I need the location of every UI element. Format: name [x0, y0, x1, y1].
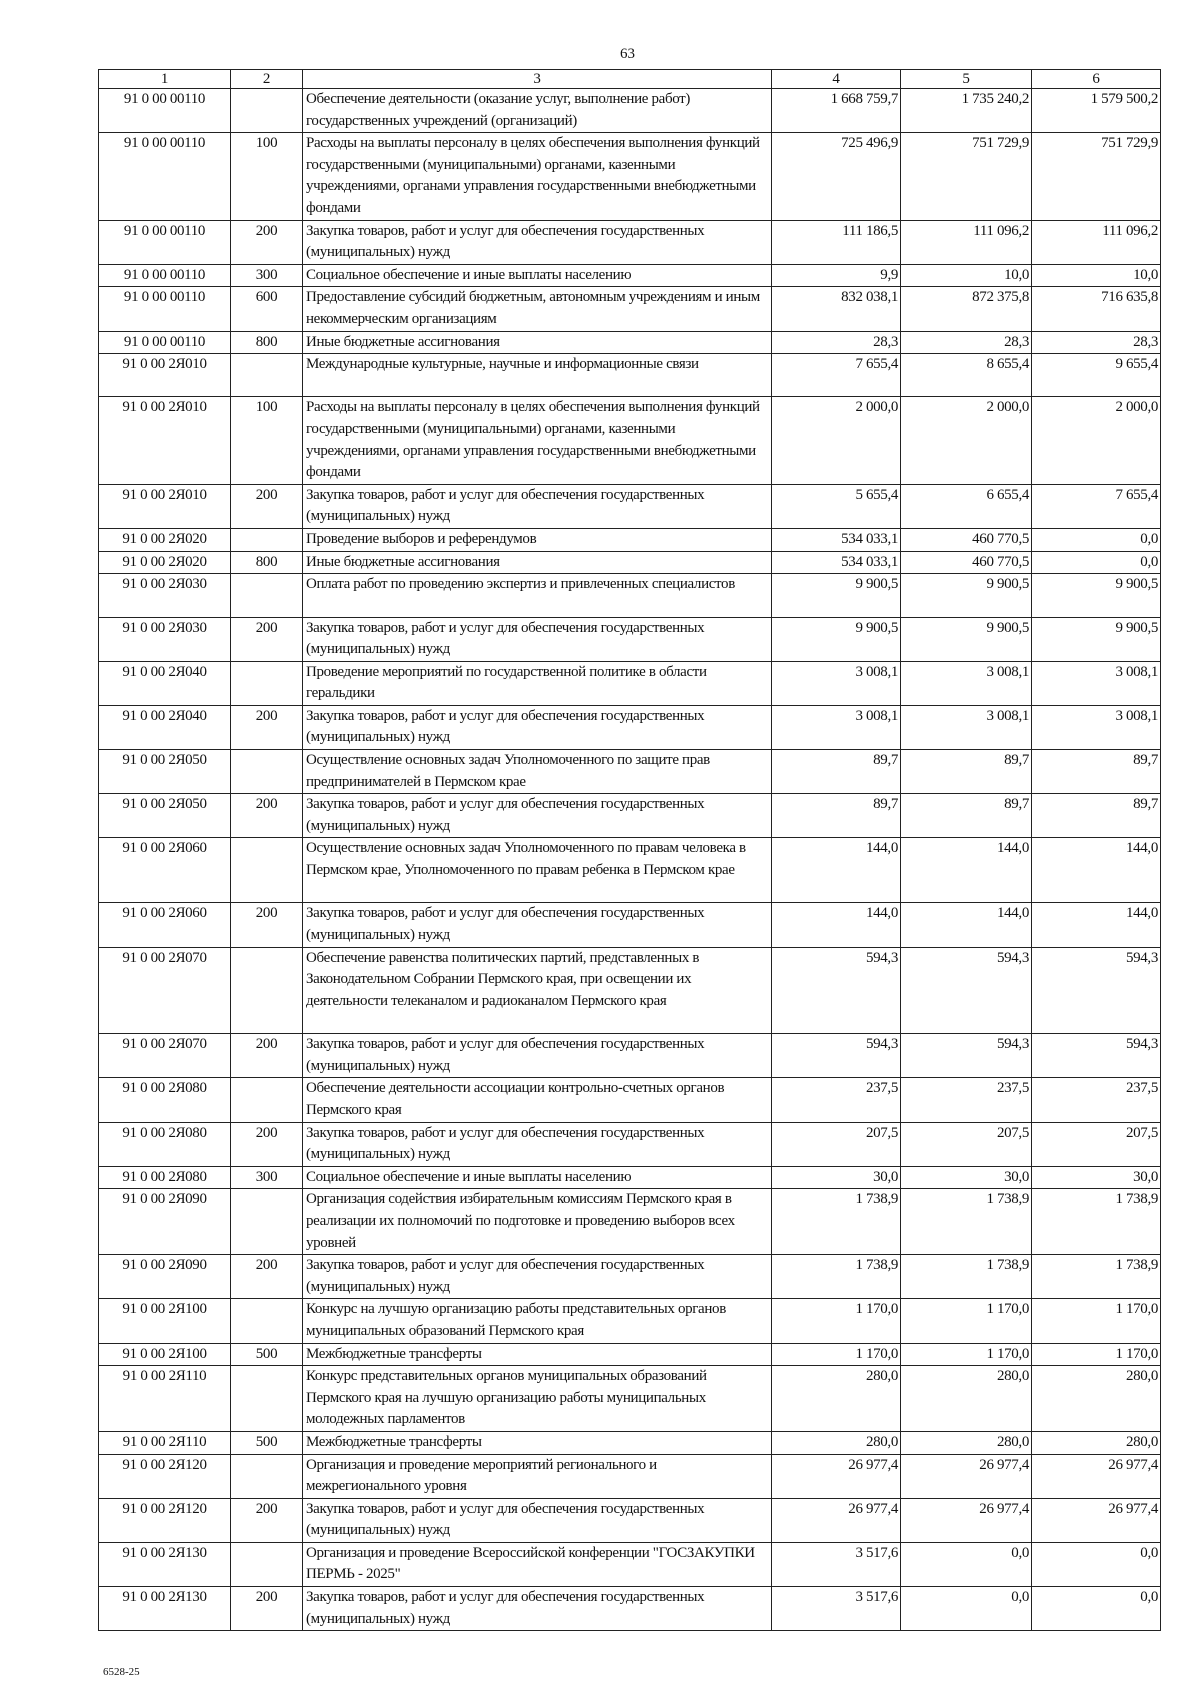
- row-value-col4: 594,3: [772, 1034, 901, 1078]
- row-value-col4: 832 038,1: [772, 287, 901, 331]
- row-expense-type: [231, 1366, 303, 1432]
- row-expense-type: 300: [231, 1166, 303, 1189]
- row-value-col4: 1 170,0: [772, 1299, 901, 1343]
- row-value-col5: 460 770,5: [901, 529, 1032, 552]
- table-row: [99, 1343, 1161, 1366]
- row-code: 91 0 00 2Я070: [99, 947, 231, 1034]
- table-row: [99, 1166, 1161, 1189]
- row-expense-type: 500: [231, 1343, 303, 1366]
- row-description: Конкурс представительных органов муниципальных образований Пермского края на лучшую организацию работы муниципальных молодежных парламентов: [303, 1366, 772, 1432]
- row-value-col6: 2 000,0: [1032, 397, 1161, 484]
- row-code: 91 0 00 2Я050: [99, 750, 231, 794]
- row-description: Обеспечение деятельности ассоциации контрольно-счетных органов Пермского края: [303, 1078, 772, 1122]
- row-value-col6: 280,0: [1032, 1366, 1161, 1432]
- table-row: [99, 264, 1161, 287]
- row-value-col5: 594,3: [901, 947, 1032, 1034]
- row-code: 91 0 00 2Я120: [99, 1454, 231, 1498]
- row-code: 91 0 00 2Я030: [99, 617, 231, 661]
- row-value-col5: 237,5: [901, 1078, 1032, 1122]
- table-row: [99, 1431, 1161, 1454]
- row-code: 91 0 00 00110: [99, 133, 231, 220]
- row-code: 91 0 00 2Я070: [99, 1034, 231, 1078]
- row-code: 91 0 00 2Я010: [99, 484, 231, 528]
- table-row: [99, 89, 1161, 133]
- row-expense-type: 200: [231, 1255, 303, 1299]
- row-expense-type: 200: [231, 1034, 303, 1078]
- row-code: 91 0 00 2Я110: [99, 1366, 231, 1432]
- row-description: Осуществление основных задач Уполномоченного по правам человека в Пермском крае, Уполномоченного по правам ребенка в Пермском крае: [303, 838, 772, 903]
- row-value-col5: 0,0: [901, 1542, 1032, 1586]
- row-expense-type: [231, 1542, 303, 1586]
- row-description: Оплата работ по проведению экспертиз и привлеченных специалистов: [303, 574, 772, 617]
- row-code: 91 0 00 2Я100: [99, 1343, 231, 1366]
- row-value-col5: 1 738,9: [901, 1255, 1032, 1299]
- row-description: Закупка товаров, работ и услуг для обеспечения государственных (муниципальных) нужд: [303, 705, 772, 749]
- row-value-col6: 207,5: [1032, 1122, 1161, 1166]
- row-description: Закупка товаров, работ и услуг для обеспечения государственных (муниципальных) нужд: [303, 1587, 772, 1631]
- table-row: [99, 1498, 1161, 1542]
- row-value-col4: 9 900,5: [772, 574, 901, 617]
- row-description: Иные бюджетные ассигнования: [303, 331, 772, 354]
- row-value-col6: 280,0: [1032, 1431, 1161, 1454]
- row-expense-type: 100: [231, 133, 303, 220]
- row-description: Организация и проведение мероприятий регионального и межрегионального уровня: [303, 1454, 772, 1498]
- row-value-col4: 207,5: [772, 1122, 901, 1166]
- row-value-col4: 89,7: [772, 750, 901, 794]
- row-value-col6: 26 977,4: [1032, 1498, 1161, 1542]
- row-value-col5: 751 729,9: [901, 133, 1032, 220]
- row-code: 91 0 00 2Я040: [99, 705, 231, 749]
- row-expense-type: [231, 1078, 303, 1122]
- row-expense-type: 600: [231, 287, 303, 331]
- row-value-col6: 716 635,8: [1032, 287, 1161, 331]
- row-expense-type: [231, 1454, 303, 1498]
- row-expense-type: 800: [231, 331, 303, 354]
- row-description: Межбюджетные трансферты: [303, 1343, 772, 1366]
- table-row: [99, 1034, 1161, 1078]
- row-value-col6: 9 655,4: [1032, 354, 1161, 397]
- row-description: Предоставление субсидий бюджетным, автономным учреждениям и иным некоммерческим организациям: [303, 287, 772, 331]
- col-header-4: 4: [772, 70, 901, 89]
- row-value-col5: 872 375,8: [901, 287, 1032, 331]
- row-value-col6: 9 900,5: [1032, 574, 1161, 617]
- row-expense-type: 200: [231, 220, 303, 264]
- row-expense-type: 300: [231, 264, 303, 287]
- row-description: Международные культурные, научные и информационные связи: [303, 354, 772, 397]
- table-row: [99, 220, 1161, 264]
- row-value-col5: 3 008,1: [901, 661, 1032, 705]
- row-value-col5: 8 655,4: [901, 354, 1032, 397]
- row-value-col6: 1 579 500,2: [1032, 89, 1161, 133]
- row-expense-type: [231, 947, 303, 1034]
- row-expense-type: [231, 529, 303, 552]
- row-value-col5: 10,0: [901, 264, 1032, 287]
- row-value-col5: 111 096,2: [901, 220, 1032, 264]
- row-value-col4: 7 655,4: [772, 354, 901, 397]
- table-row: [99, 133, 1161, 220]
- row-code: 91 0 00 2Я110: [99, 1431, 231, 1454]
- row-value-col5: 2 000,0: [901, 397, 1032, 484]
- table-row: [99, 1454, 1161, 1498]
- table-row: [99, 1122, 1161, 1166]
- row-value-col5: 89,7: [901, 794, 1032, 838]
- row-value-col4: 9,9: [772, 264, 901, 287]
- col-header-6: 6: [1032, 70, 1161, 89]
- row-code: 91 0 00 2Я090: [99, 1255, 231, 1299]
- row-value-col5: 1 735 240,2: [901, 89, 1032, 133]
- row-code: 91 0 00 00110: [99, 89, 231, 133]
- row-value-col6: 0,0: [1032, 1542, 1161, 1586]
- row-description: Организация и проведение Всероссийской конференции "ГОСЗАКУПКИ ПЕРМЬ - 2025": [303, 1542, 772, 1586]
- row-value-col6: 1 738,9: [1032, 1189, 1161, 1255]
- row-code: 91 0 00 00110: [99, 287, 231, 331]
- row-value-col5: 6 655,4: [901, 484, 1032, 528]
- table-row: [99, 750, 1161, 794]
- table-body: [99, 89, 1161, 1631]
- row-value-col5: 207,5: [901, 1122, 1032, 1166]
- row-code: 91 0 00 2Я090: [99, 1189, 231, 1255]
- row-value-col4: 30,0: [772, 1166, 901, 1189]
- table-row: [99, 947, 1161, 1034]
- row-value-col6: 10,0: [1032, 264, 1161, 287]
- row-value-col6: 144,0: [1032, 838, 1161, 903]
- row-value-col4: 26 977,4: [772, 1498, 901, 1542]
- row-description: Социальное обеспечение и иные выплаты населению: [303, 1166, 772, 1189]
- row-value-col4: 111 186,5: [772, 220, 901, 264]
- row-expense-type: [231, 574, 303, 617]
- table-row: [99, 529, 1161, 552]
- row-description: Обеспечение деятельности (оказание услуг, выполнение работ) государственных учреждений (организаций): [303, 89, 772, 133]
- row-value-col4: 144,0: [772, 903, 901, 947]
- row-value-col4: 725 496,9: [772, 133, 901, 220]
- row-code: 91 0 00 2Я020: [99, 529, 231, 552]
- row-value-col4: 89,7: [772, 794, 901, 838]
- row-expense-type: [231, 354, 303, 397]
- row-value-col6: 30,0: [1032, 1166, 1161, 1189]
- row-expense-type: 200: [231, 1498, 303, 1542]
- row-description: Закупка товаров, работ и услуг для обеспечения государственных (муниципальных) нужд: [303, 1498, 772, 1542]
- row-value-col6: 111 096,2: [1032, 220, 1161, 264]
- row-code: 91 0 00 2Я040: [99, 661, 231, 705]
- row-code: 91 0 00 2Я080: [99, 1078, 231, 1122]
- row-value-col5: 26 977,4: [901, 1498, 1032, 1542]
- row-value-col4: 3 008,1: [772, 661, 901, 705]
- row-value-col4: 2 000,0: [772, 397, 901, 484]
- row-code: 91 0 00 2Я010: [99, 354, 231, 397]
- row-value-col6: 0,0: [1032, 529, 1161, 552]
- row-code: 91 0 00 2Я130: [99, 1542, 231, 1586]
- row-value-col5: 1 170,0: [901, 1343, 1032, 1366]
- row-value-col4: 144,0: [772, 838, 901, 903]
- row-value-col5: 594,3: [901, 1034, 1032, 1078]
- table-row: [99, 617, 1161, 661]
- row-expense-type: 200: [231, 484, 303, 528]
- row-value-col6: 3 008,1: [1032, 661, 1161, 705]
- row-value-col6: 237,5: [1032, 1078, 1161, 1122]
- row-value-col5: 9 900,5: [901, 617, 1032, 661]
- row-value-col5: 1 738,9: [901, 1189, 1032, 1255]
- row-expense-type: [231, 1299, 303, 1343]
- row-value-col4: 1 170,0: [772, 1343, 901, 1366]
- table-row: [99, 551, 1161, 574]
- row-code: 91 0 00 00110: [99, 331, 231, 354]
- row-description: Закупка товаров, работ и услуг для обеспечения государственных (муниципальных) нужд: [303, 794, 772, 838]
- footer-code: 6528-25: [103, 1666, 140, 1678]
- row-value-col4: 28,3: [772, 331, 901, 354]
- row-value-col4: 237,5: [772, 1078, 901, 1122]
- row-code: 91 0 00 2Я060: [99, 838, 231, 903]
- row-description: Иные бюджетные ассигнования: [303, 551, 772, 574]
- row-value-col6: 0,0: [1032, 551, 1161, 574]
- row-description: Закупка товаров, работ и услуг для обеспечения государственных (муниципальных) нужд: [303, 1255, 772, 1299]
- row-value-col4: 534 033,1: [772, 551, 901, 574]
- row-value-col6: 594,3: [1032, 1034, 1161, 1078]
- row-value-col5: 3 008,1: [901, 705, 1032, 749]
- row-expense-type: 200: [231, 617, 303, 661]
- row-value-col6: 1 738,9: [1032, 1255, 1161, 1299]
- row-value-col5: 9 900,5: [901, 574, 1032, 617]
- col-header-1: 1: [99, 70, 231, 89]
- table-row: [99, 838, 1161, 903]
- row-expense-type: 800: [231, 551, 303, 574]
- row-value-col5: 460 770,5: [901, 551, 1032, 574]
- row-description: Расходы на выплаты персоналу в целях обеспечения выполнения функций государственными (муниципальными) органами, казенными учреждениями, органами управления государственными внебюджетными фондами: [303, 397, 772, 484]
- table-row: [99, 484, 1161, 528]
- row-value-col5: 144,0: [901, 838, 1032, 903]
- row-description: Закупка товаров, работ и услуг для обеспечения государственных (муниципальных) нужд: [303, 1034, 772, 1078]
- row-expense-type: [231, 1189, 303, 1255]
- table-row: [99, 1587, 1161, 1631]
- row-expense-type: 200: [231, 705, 303, 749]
- row-code: 91 0 00 2Я050: [99, 794, 231, 838]
- table-row: [99, 794, 1161, 838]
- row-value-col4: 1 738,9: [772, 1255, 901, 1299]
- row-description: Проведение мероприятий по государственной политике в области геральдики: [303, 661, 772, 705]
- table-row: [99, 287, 1161, 331]
- row-value-col5: 144,0: [901, 903, 1032, 947]
- row-value-col4: 26 977,4: [772, 1454, 901, 1498]
- row-value-col6: 3 008,1: [1032, 705, 1161, 749]
- row-code: 91 0 00 2Я060: [99, 903, 231, 947]
- row-value-col4: 594,3: [772, 947, 901, 1034]
- row-expense-type: 100: [231, 397, 303, 484]
- row-expense-type: 200: [231, 903, 303, 947]
- row-code: 91 0 00 2Я080: [99, 1122, 231, 1166]
- row-description: Обеспечение равенства политических партий, представленных в Законодательном Собрании Пермского края, при освещении их деятельности телеканалом и радиоканалом Пермского края: [303, 947, 772, 1034]
- row-code: 91 0 00 2Я080: [99, 1166, 231, 1189]
- table-row: [99, 1366, 1161, 1432]
- table-row: [99, 903, 1161, 947]
- row-expense-type: [231, 661, 303, 705]
- row-value-col6: 0,0: [1032, 1587, 1161, 1631]
- row-value-col4: 3 517,6: [772, 1542, 901, 1586]
- row-description: Закупка товаров, работ и услуг для обеспечения государственных (муниципальных) нужд: [303, 1122, 772, 1166]
- row-value-col4: 9 900,5: [772, 617, 901, 661]
- row-value-col5: 28,3: [901, 331, 1032, 354]
- row-description: Закупка товаров, работ и услуг для обеспечения государственных (муниципальных) нужд: [303, 617, 772, 661]
- row-expense-type: [231, 750, 303, 794]
- row-description: Расходы на выплаты персоналу в целях обеспечения выполнения функций государственными (муниципальными) органами, казенными учреждениями, органами управления государственными внебюджетными фондами: [303, 133, 772, 220]
- row-value-col4: 1 668 759,7: [772, 89, 901, 133]
- row-value-col6: 89,7: [1032, 794, 1161, 838]
- table-row: [99, 1078, 1161, 1122]
- row-description: Закупка товаров, работ и услуг для обеспечения государственных (муниципальных) нужд: [303, 484, 772, 528]
- budget-table: [98, 69, 1161, 1631]
- col-header-5: 5: [901, 70, 1032, 89]
- row-code: 91 0 00 2Я010: [99, 397, 231, 484]
- row-description: Закупка товаров, работ и услуг для обеспечения государственных (муниципальных) нужд: [303, 903, 772, 947]
- row-value-col4: 3 008,1: [772, 705, 901, 749]
- row-code: 91 0 00 2Я100: [99, 1299, 231, 1343]
- row-value-col6: 1 170,0: [1032, 1343, 1161, 1366]
- header-row: [99, 70, 1161, 89]
- page-number: 63: [620, 46, 635, 62]
- row-value-col6: 144,0: [1032, 903, 1161, 947]
- row-value-col6: 9 900,5: [1032, 617, 1161, 661]
- row-value-col5: 1 170,0: [901, 1299, 1032, 1343]
- table-row: [99, 661, 1161, 705]
- row-value-col4: 534 033,1: [772, 529, 901, 552]
- row-description: Социальное обеспечение и иные выплаты населению: [303, 264, 772, 287]
- table-row: [99, 1189, 1161, 1255]
- col-header-2: 2: [231, 70, 303, 89]
- row-value-col5: 0,0: [901, 1587, 1032, 1631]
- table-row: [99, 397, 1161, 484]
- row-code: 91 0 00 2Я030: [99, 574, 231, 617]
- table-row: [99, 1299, 1161, 1343]
- row-value-col5: 89,7: [901, 750, 1032, 794]
- table-row: [99, 1255, 1161, 1299]
- row-code: 91 0 00 2Я120: [99, 1498, 231, 1542]
- row-value-col6: 751 729,9: [1032, 133, 1161, 220]
- col-header-3: 3: [303, 70, 772, 89]
- table-row: [99, 705, 1161, 749]
- row-value-col5: 30,0: [901, 1166, 1032, 1189]
- row-description: Межбюджетные трансферты: [303, 1431, 772, 1454]
- row-value-col6: 89,7: [1032, 750, 1161, 794]
- row-description: Организация содействия избирательным комиссиям Пермского края в реализации их полномочий по подготовке и проведению выборов всех уровней: [303, 1189, 772, 1255]
- table-row: [99, 1542, 1161, 1586]
- row-value-col6: 7 655,4: [1032, 484, 1161, 528]
- row-code: 91 0 00 2Я020: [99, 551, 231, 574]
- row-value-col5: 280,0: [901, 1431, 1032, 1454]
- row-value-col4: 5 655,4: [772, 484, 901, 528]
- row-expense-type: 500: [231, 1431, 303, 1454]
- row-value-col6: 594,3: [1032, 947, 1161, 1034]
- row-expense-type: [231, 89, 303, 133]
- row-code: 91 0 00 2Я130: [99, 1587, 231, 1631]
- row-expense-type: [231, 838, 303, 903]
- row-description: Закупка товаров, работ и услуг для обеспечения государственных (муниципальных) нужд: [303, 220, 772, 264]
- row-code: 91 0 00 00110: [99, 264, 231, 287]
- row-value-col4: 280,0: [772, 1431, 901, 1454]
- table-row: [99, 574, 1161, 617]
- row-value-col6: 28,3: [1032, 331, 1161, 354]
- row-description: Проведение выборов и референдумов: [303, 529, 772, 552]
- row-value-col6: 26 977,4: [1032, 1454, 1161, 1498]
- row-code: 91 0 00 00110: [99, 220, 231, 264]
- row-expense-type: 200: [231, 1587, 303, 1631]
- row-value-col5: 280,0: [901, 1366, 1032, 1432]
- table-row: [99, 331, 1161, 354]
- row-value-col4: 280,0: [772, 1366, 901, 1432]
- row-value-col4: 3 517,6: [772, 1587, 901, 1631]
- row-value-col6: 1 170,0: [1032, 1299, 1161, 1343]
- row-description: Осуществление основных задач Уполномоченного по защите прав предпринимателей в Пермском крае: [303, 750, 772, 794]
- row-value-col4: 1 738,9: [772, 1189, 901, 1255]
- table-row: [99, 354, 1161, 397]
- row-expense-type: 200: [231, 794, 303, 838]
- row-description: Конкурс на лучшую организацию работы представительных органов муниципальных образований Пермского края: [303, 1299, 772, 1343]
- row-expense-type: 200: [231, 1122, 303, 1166]
- row-value-col5: 26 977,4: [901, 1454, 1032, 1498]
